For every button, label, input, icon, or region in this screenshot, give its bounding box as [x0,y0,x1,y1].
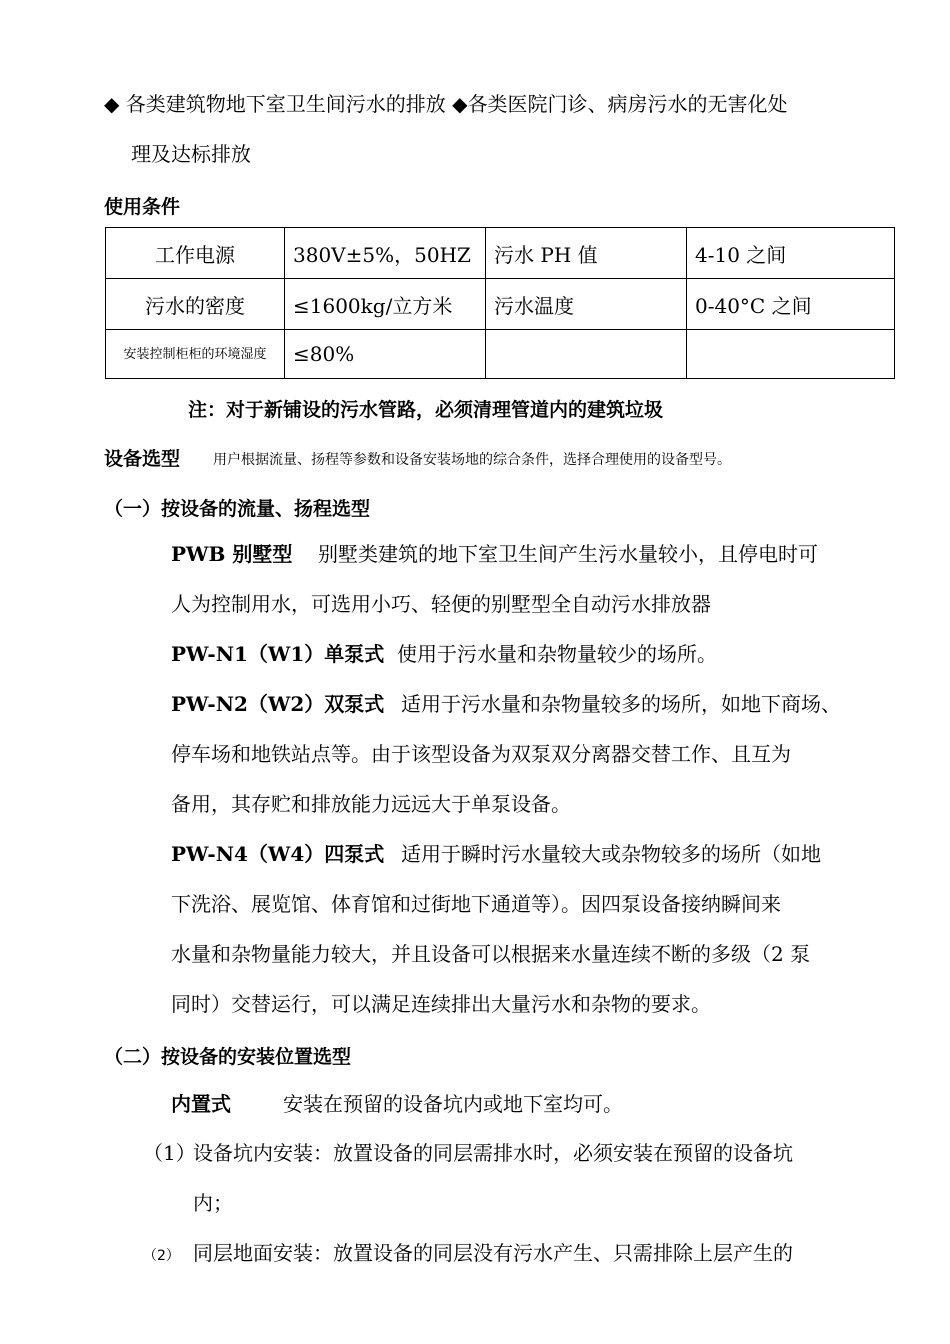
n4-title: PW-N4（W4）四泵式 [171,842,385,866]
intro-line-1: ◆ 各类建筑物地下室卫生间污水的排放 ◆各类医院门诊、病房污水的无害化处 [104,92,788,116]
n4-desc-line-1: 适用于瞬时污水量较大或杂物较多的场所（如地 [401,842,821,866]
pwb-desc-line-1: 别墅类建筑的地下室卫生间产生污水量较小，且停电时可 [318,542,818,566]
table-row [106,228,895,279]
inner-desc: 安装在预留的设备坑内或地下室均可。 [283,1092,623,1116]
selection-heading: 设备选型 [104,448,181,470]
n1-desc-line-1: 使用于污水量和杂物量较少的场所。 [397,642,717,666]
intro-line-2: 理及达标排放 [131,142,251,166]
n4-desc-line-3: 水量和杂物量能力较大，并且设备可以根据来水量连续不断的多级（2 泵 [171,942,811,966]
pwb-title: PWB 别墅型 [171,542,293,566]
table-cell: ≤80% [285,330,486,379]
table-cell: 安装控制柜柜的环境湿度 [106,330,285,379]
table-cell [486,330,687,379]
n4-desc-line-2: 下洗浴、展览馆、体育馆和过街地下通道等）。因四泵设备接纳瞬间来 [171,892,781,916]
table-cell: 污水 PH 值 [486,228,687,279]
item-1-line-1: 设备坑内安装：放置设备的同层需排水时，必须安装在预留的设备坑 [193,1141,793,1165]
table-cell: 0-40°C 之间 [687,279,895,330]
table-cell: 4-10 之间 [687,228,895,279]
table-cell: 污水的密度 [106,279,285,330]
table-row [106,330,895,379]
item-2-line-1: 同层地面安装：放置设备的同层没有污水产生、只需排除上层产生的 [193,1241,793,1265]
pwb-desc-line-2: 人为控制用水，可选用小巧、轻便的别墅型全自动污水排放器 [171,592,711,616]
item-2-number: （2） [143,1248,180,1264]
item-1-line-2: 内； [193,1191,233,1215]
inner-title: 内置式 [171,1092,231,1116]
n2-desc-line-3: 备用，其存贮和排放能力远远大于单泵设备。 [171,792,571,816]
selection-description: 用户根据流量、扬程等参数和设备安装场地的综合条件，选择合理使用的设备型号。 [213,452,731,468]
section-1-title: （一）按设备的流量、扬程选型 [104,498,371,520]
conditions-table [105,227,895,379]
n2-desc-line-2: 停车场和地铁站点等。由于该型设备为双泵双分离器交替工作、且互为 [171,742,791,766]
item-1-number: （1） [143,1141,196,1165]
table-cell: 380V±5%，50HZ [285,228,486,279]
table-row [106,279,895,330]
n2-desc-line-1: 适用于污水量和杂物量较多的场所，如地下商场、 [401,692,841,716]
n4-desc-line-4: 同时）交替运行，可以满足连续排出大量污水和杂物的要求。 [171,992,711,1016]
table-cell: 污水温度 [486,279,687,330]
n2-title: PW-N2（W2）双泵式 [171,692,385,716]
table-cell: 工作电源 [106,228,285,279]
table-cell [687,330,895,379]
conditions-note: 注：对于新铺设的污水管路，必须清理管道内的建筑垃圾 [188,399,664,421]
table-cell: ≤1600kg/立方米 [285,279,486,330]
conditions-heading: 使用条件 [104,196,181,218]
n1-title: PW-N1（W1）单泵式 [171,642,385,666]
section-2-title: （二）按设备的安装位置选型 [104,1046,352,1068]
